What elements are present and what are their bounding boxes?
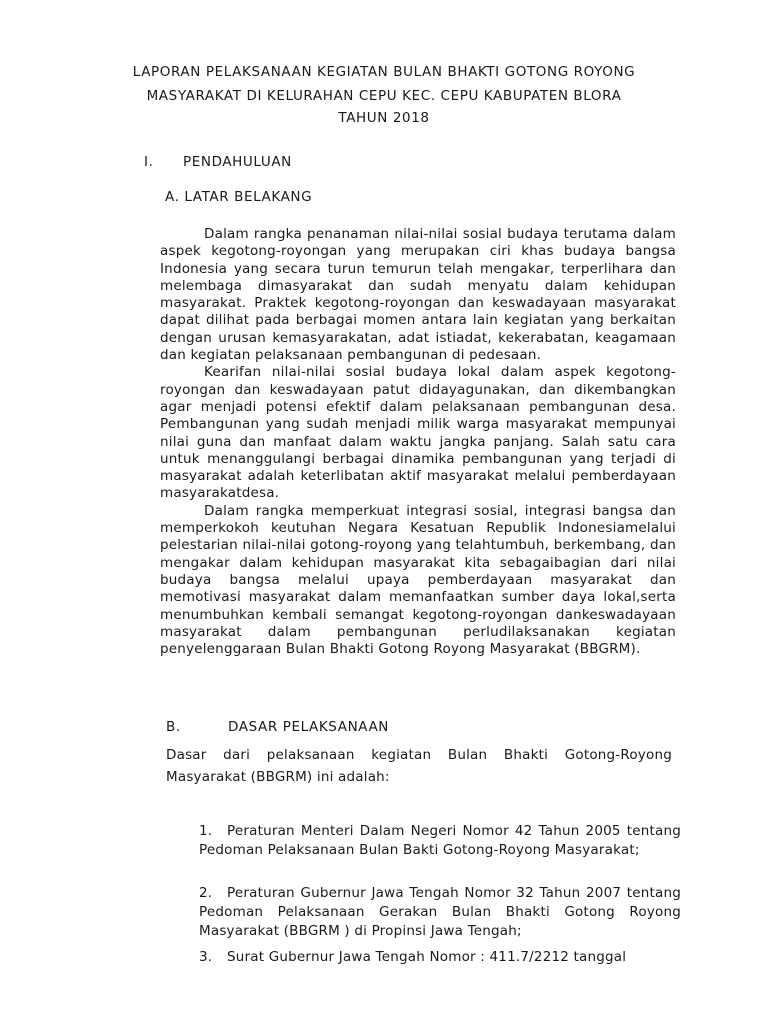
- section-b-title: DASAR PELAKSANAAN: [228, 719, 390, 735]
- list-item-text: Surat Gubernur Jawa Tengah Nomor : 411.7/2212 tanggal: [227, 949, 627, 965]
- list-item-number: 2.: [199, 885, 213, 901]
- latar-belakang-body: [160, 226, 676, 658]
- report-title-line-1: LAPORAN PELAKSANAAN KEGIATAN BULAN BHAKTI GOTONG ROYONG: [132, 64, 636, 80]
- paragraph-3: Dalam rangka memperkuat integrasi sosial, integrasi bangsa dan memperkokoh keutuhan Negara Kesatuan Republik Indonesiamelalui pelestarian nilai-nilai gotong-royong yang telahtumbuh, berkembang, dan mengakar dalam kehidupan masyarakat kita sebagaibagian dari nilai budaya bangsa melalui upaya pemberdayaan masyarakat dan memotivasi masyarakat dalam memanfaatkan sumber daya lokal,serta menumbuhkan kembali semangat kegotong-royongan dankeswadayaan masyarakat dalam pembangunan perludilaksanakan kegiatan penyelenggaraan Bulan Bhakti Gotong Royong Masyarakat (BBGRM).: [160, 502, 676, 658]
- report-title-line-3: TAHUN 2018: [338, 110, 430, 126]
- list-item-3: [199, 948, 681, 967]
- report-title-line-2: MASYARAKAT DI KELURAHAN CEPU KEC. CEPU KABUPATEN BLORA: [146, 88, 622, 104]
- subsection-a-title: A. LATAR BELAKANG: [165, 189, 313, 205]
- list-item-number: 3.: [199, 949, 213, 965]
- section-1-title: PENDAHULUAN: [183, 154, 292, 170]
- section-b-number: B.: [166, 719, 181, 735]
- section-1-number: I.: [144, 154, 154, 170]
- list-item-text: Peraturan Gubernur Jawa Tengah Nomor 32 Tahun 2007 tentang Pedoman Pelaksanaan Gerakan Bulan Bhakti Gotong Royong Masyarakat (BBGRM ) di Propinsi Jawa Tengah;: [199, 885, 681, 939]
- dasar-intro: Dasar dari pelaksanaan kegiatan Bulan Bhakti Gotong-Royong Masyarakat (BBGRM) ini adalah:: [166, 747, 672, 785]
- paragraph-2: Kearifan nilai-nilai sosial budaya lokal dalam aspek kegotong-royongan dan keswadayaan patut didayagunakan, dan dikembangkan agar menjadi potensi efektif dalam pelaksanaan pembangunan desa. Pembangunan yang sudah menjadi milik warga masyarakat mempunyai nilai guna dan manfaat dalam waktu jangka panjang. Salah satu cara untuk menanggulangi berbagai dinamika pembangunan yang terjadi di masyarakat adalah keterlibatan aktif masyarakat melalui pemberdayaan masyarakatdesa.: [160, 364, 676, 502]
- paragraph-1: Dalam rangka penanaman nilai-nilai sosial budaya terutama dalam aspek kegotong-royongan yang merupakan ciri khas budaya bangsa Indonesia yang secara turun temurun telah mengakar, terperlihara dan melembaga dimasyarakat dan sudah menyatu dalam kehidupan masyarakat. Praktek kegotong-royongan dan keswadayaan masyarakat dapat dilihat pada berbagai momen antara lain kegiatan yang berkaitan dengan urusan kemasyarakatan, adat istiadat, kekerabatan, keagamaan dan kegiatan pelaksanaan pembangunan di pedesaan.: [160, 226, 676, 364]
- list-item-1: [199, 822, 681, 860]
- list-item-number: 1.: [199, 823, 213, 839]
- list-item-text: Peraturan Menteri Dalam Negeri Nomor 42 Tahun 2005 tentang Pedoman Pelaksanaan Bulan Bakti Gotong-Royong Masyarakat;: [199, 823, 681, 858]
- list-item-2: [199, 884, 681, 941]
